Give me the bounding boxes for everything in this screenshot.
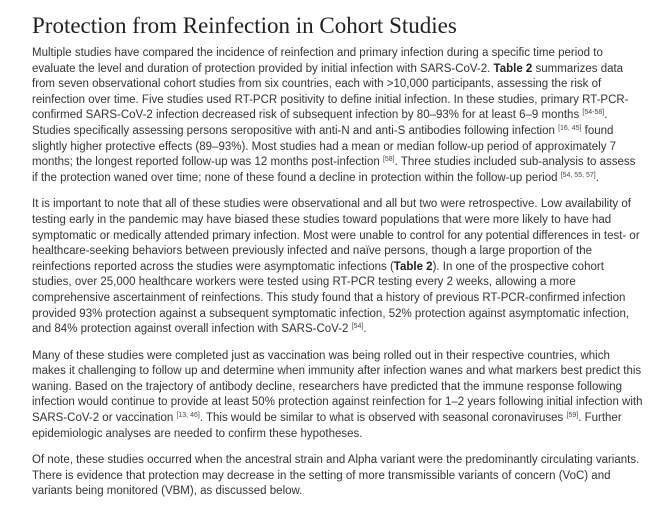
p1-text-5: . Three studies included sub-analysis to assess if the protection waned over time; none of these found a decline in protection within the follow-up period (32, 156, 636, 184)
p2-text-3: . (363, 323, 367, 336)
p3-text-1: Many of these studies were completed just as vaccination was being rolled out in their respective countries, which makes it challenging to follow up and determine when immunity after infection wanes and what markers best predict this waning. Based on the trajectory of antibody decline, researchers have predicted that the immune response following infection would continue to provide at least 50% protection against reinfection for 1–2 years following initial infection with SARS-CoV-2 or vaccination (32, 349, 643, 425)
p2-text-1: It is important to note that all of these studies were observational and all but two were retrospective. Low availability of testing early in the pandemic may have biased these studies toward populations that were more likely to have had symptomatic or medically attended primary infection. Most were unable to control for any potential differences in test- or healthcare-seeking behaviors between previously infected and naïve persons, though a large proportion of the reinfections reported across the studies were asymptomatic infections ( (32, 198, 640, 273)
p3-text-3: . Further epidemiologic analyses are needed to confirm these hypotheses. (32, 412, 622, 440)
paragraph-1 (32, 46, 644, 186)
paragraph-2 (32, 197, 644, 337)
citation: [13, 46] (176, 412, 200, 420)
citation: [54, 55, 57] (560, 171, 596, 179)
paragraph-3 (32, 349, 644, 443)
paragraph-4 (32, 453, 644, 500)
p4-text-1: Of note, these studies occurred when the ancestral strain and Alpha variant were the predominantly circulating variants. There is evidence that protection may decrease in the setting of more transmissible variants of concern (VoC) and variants being monitored (VBM), as discussed below. (32, 454, 640, 498)
p1-text-6: . (595, 171, 599, 184)
p2-text-2: ). In one of the prospective cohort studies, over 25,000 healthcare workers were tested using RT-PCR testing every 2 weeks, allowing a more comprehensive ascertainment of reinfections. This study found that a history of previous RT-PCR-confirmed infection provided 93% protection against a subsequent symptomatic infection, 52% protection against asymptomatic infection, and 84% protection against overall infection with SARS-CoV-2 (32, 260, 630, 336)
citation: [16, 45] (558, 124, 582, 132)
table-2-reference: Table 2 (493, 62, 533, 75)
p1-text-3: . Studies specifically assessing persons seropositive with anti-N and anti-S antibodies following infection (32, 109, 608, 137)
citation: [59] (566, 412, 579, 420)
p3-text-2: . This would be similar to what is observed with seasonal coronaviruses (199, 412, 567, 425)
p1-text-1: Multiple studies have compared the incidence of reinfection and primary infection during a specific time period to evaluate the level and duration of protection provided by initial infection with SARS-CoV-2. (32, 47, 603, 75)
citation: [58] (382, 156, 395, 164)
page-title: Protection from Reinfection in Cohort Studies (32, 13, 457, 38)
p1-text-2: summarizes data from seven observational cohort studies from six countries, each with >10,000 participants, assessing the risk of reinfection over time. Five studies used RT-PCR positivity to define initial infection. In these studies, primary RT-PCR-confirmed SARS-CoV-2 infection decreased risk of subsequent infection by 80–93% for at least 6–9 months (32, 62, 629, 122)
table-2-reference: Table 2 (393, 260, 433, 273)
citation: [54-58] (582, 109, 605, 117)
citation: [54] (351, 323, 364, 331)
p1-text-4: found slightly higher protective effects (89–93%). Most studies had a mean or median follow-up period of approximately 7 months; the longest reported follow-up was 12 months post-infection (32, 124, 617, 169)
